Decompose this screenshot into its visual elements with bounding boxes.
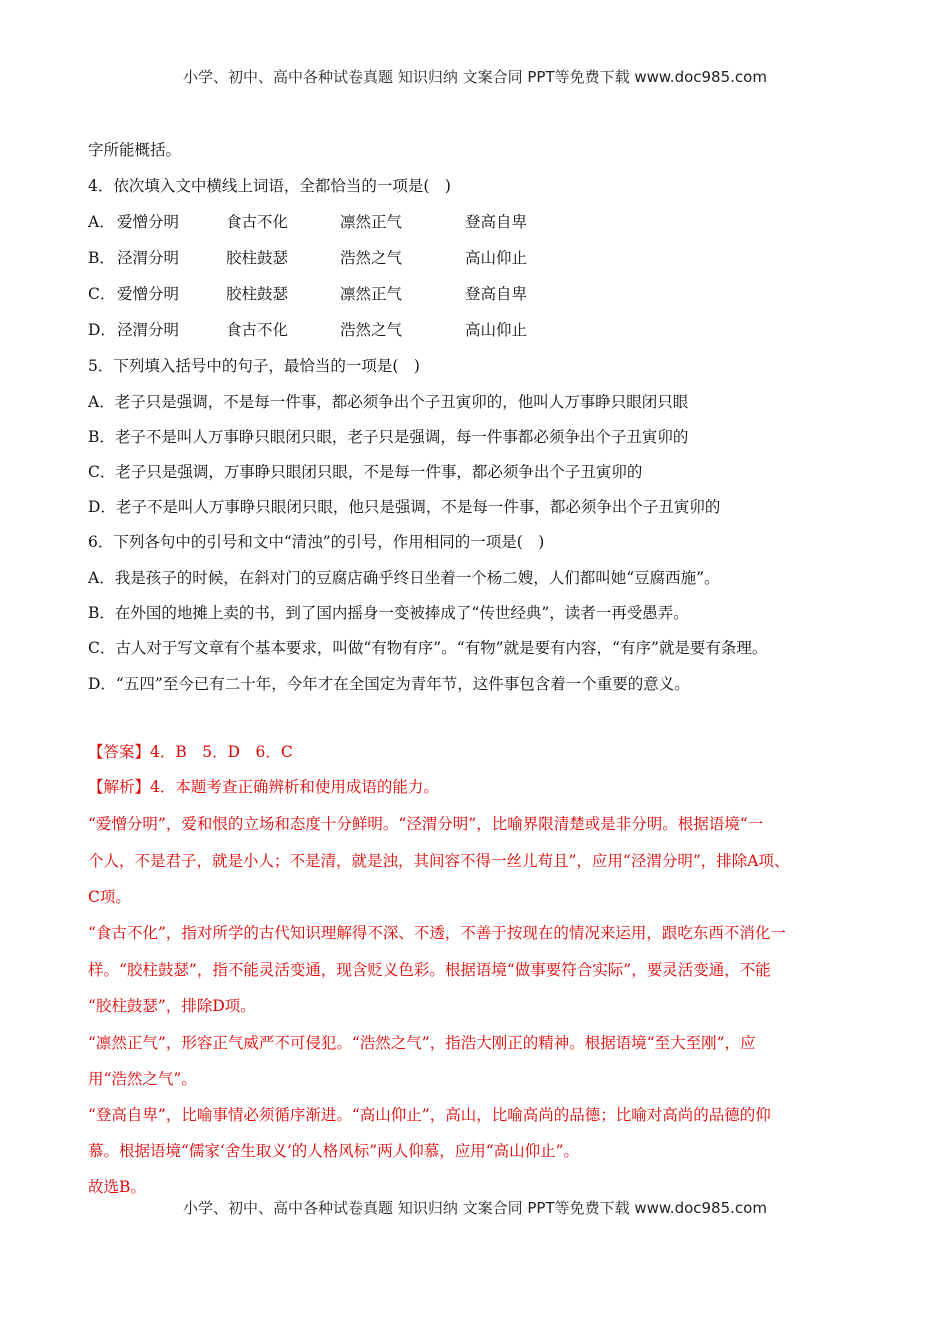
answer-line: [88, 740, 293, 762]
q5-option-d: D．老子不是叫人万事睁只眼闭只眼，他只是强调，不是每一件事，都必须争出个子丑寅卯的: [88, 498, 721, 516]
q4-option-label: B．: [88, 249, 115, 267]
page-header: 小学、初中、高中各种试卷真题 知识归纳 文案合同 PPT等免费下载 www.doc985.com: [183, 68, 767, 86]
q4-option-item: 高山仰止: [465, 321, 528, 339]
analysis-line: 个人，不是君子，就是小人；不是清，就是浊，其间容不得一丝儿苟且”，应用“泾渭分明”，排除A项、: [88, 852, 790, 870]
q6-option-b: B．在外国的地摊上卖的书，到了国内摇身一变被捧成了“传世经典”，读者一再受愚弄。: [88, 604, 689, 622]
q4-option-item: 爱憎分明: [117, 285, 180, 303]
q5-option-b: B．老子不是叫人万事睁只眼闭只眼，老子只是强调，每一件事都必须争出个子丑寅卯的: [88, 428, 689, 446]
q4-option-item: 浩然之气: [340, 321, 403, 339]
q5-option-a: A．老子只是强调，不是每一件事，都必须争出个子丑寅卯的，他叫人万事睁只眼闭只眼: [88, 393, 689, 411]
answer-text: 4．B 5．D 6．C: [150, 743, 293, 761]
analysis-line: C项。: [88, 888, 131, 906]
q4-option-label: D．: [88, 321, 116, 339]
analysis-line: 样。“胶柱鼓瑟”，指不能灵活变通，现含贬义色彩。根据语境“做事要符合实际”，要灵活变通，不能: [88, 961, 771, 979]
q5-option-c: C．老子只是强调，万事睁只眼闭只眼，不是每一件事，都必须争出个子丑寅卯的: [88, 463, 643, 481]
analysis-line: “登高自卑”，比喻事情必须循序渐进。“高山仰止”，高山，比喻高尚的品德；比喻对高尚的品德的仰: [88, 1106, 771, 1124]
q4-option-label: A．: [88, 213, 115, 231]
q4-option-item: 登高自卑: [465, 213, 528, 231]
analysis-line: “食古不化”，指对所学的古代知识理解得不深、不透，不善于按现在的情况来运用，跟吃东西不消化一: [88, 924, 786, 942]
q6-stem: 6．下列各句中的引号和文中“清浊”的引号，作用相同的一项是( ): [88, 533, 545, 551]
page-footer: 小学、初中、高中各种试卷真题 知识归纳 文案合同 PPT等免费下载 www.doc985.com: [183, 1199, 767, 1217]
analysis-line: “胶柱鼓瑟”，排除D项。: [88, 997, 256, 1015]
q6-option-c: C．古人对于写文章有个基本要求，叫做“有物有序”。“有物”就是要有内容，“有序”就是要有条理。: [88, 639, 768, 657]
q4-option-item: 高山仰止: [465, 249, 528, 267]
q4-option-item: 胶柱鼓瑟: [226, 285, 289, 303]
q4-option-item: 凛然正气: [340, 285, 403, 303]
analysis-first-text: 4．本题考查正确辨析和使用成语的能力。: [150, 778, 439, 796]
analysis-first-line: [88, 775, 439, 797]
q4-option-item: 浩然之气: [340, 249, 403, 267]
intro-tail-text: 字所能概括。: [88, 141, 182, 159]
q4-option-item: 泾渭分明: [117, 321, 180, 339]
analysis-tag: 【解析】: [88, 778, 151, 796]
q5-stem: 5．下列填入括号中的句子，最恰当的一项是( ): [88, 357, 420, 375]
analysis-line: 慕。根据语境“儒家‘舍生取义’的人格风标”两人仰慕，应用“高山仰止”。: [88, 1142, 580, 1160]
q4-option-item: 凛然正气: [340, 213, 403, 231]
analysis-line: 故选B。: [88, 1178, 146, 1196]
q4-option-item: 登高自卑: [465, 285, 528, 303]
q4-option-item: 胶柱鼓瑟: [226, 249, 289, 267]
analysis-line: “凛然正气”，形容正气威严不可侵犯。“浩然之气”，指浩大刚正的精神。根据语境“至大至刚”，应: [88, 1034, 756, 1052]
q4-option-item: 食古不化: [226, 213, 289, 231]
q6-option-a: A．我是孩子的时候，在斜对门的豆腐店确乎终日坐着一个杨二嫂，人们都叫她“豆腐西施”。: [88, 569, 720, 587]
q4-stem: 4．依次填入文中横线上词语，全都恰当的一项是( ): [88, 177, 451, 195]
answer-tag: 【答案】: [88, 743, 151, 761]
q4-option-item: 爱憎分明: [117, 213, 180, 231]
q4-option-item: 泾渭分明: [117, 249, 180, 267]
q4-option-label: C．: [88, 285, 116, 303]
analysis-line: “爱憎分明”，爱和恨的立场和态度十分鲜明。“泾渭分明”，比喻界限清楚或是非分明。根据语境“一: [88, 815, 764, 833]
analysis-line: 用“浩然之气”。: [88, 1070, 197, 1088]
q4-option-item: 食古不化: [226, 321, 289, 339]
q6-option-d: D．“五四”至今已有二十年，今年才在全国定为青年节，这件事包含着一个重要的意义。: [88, 675, 690, 693]
